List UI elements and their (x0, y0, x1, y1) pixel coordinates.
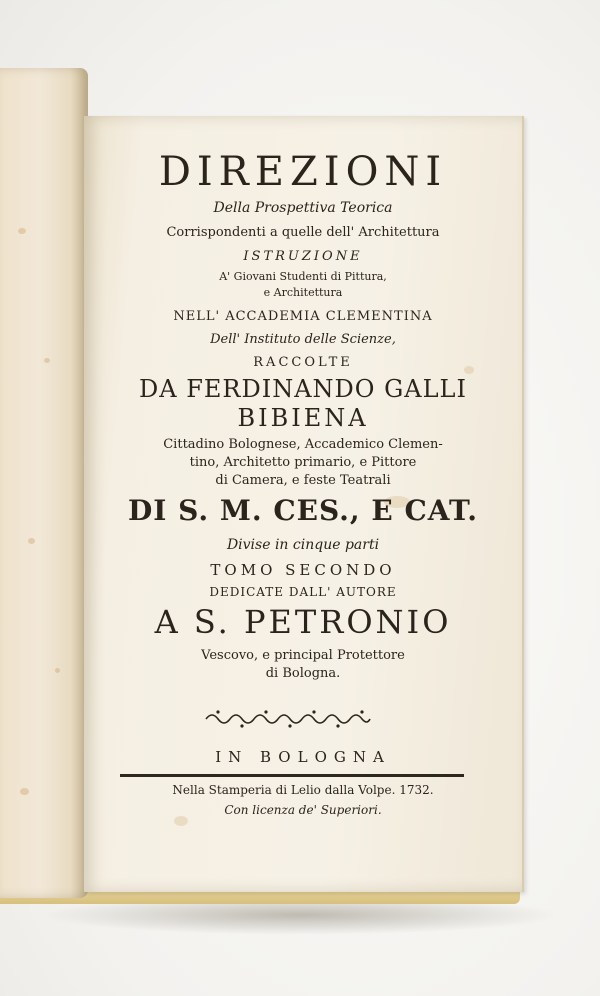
volume-line: TOMO SECONDO (210, 561, 396, 579)
imprint-printer: Nella Stamperia di Lelio dalla Volpe. 1732. (172, 783, 434, 797)
book-title: DIREZIONI (158, 149, 448, 195)
author-name: BIBIENA (237, 404, 369, 432)
dedicatee-title: di Bologna. (265, 666, 341, 681)
subtitle-line: A' Giovani Studenti di Pittura, (219, 270, 387, 283)
author-credentials: Cittadino Bolognese, Accademico Clemen- (163, 437, 443, 452)
subtitle-line: ISTRUZIONE (243, 249, 363, 264)
title-page (84, 116, 524, 892)
dedicatee-name: A S. PETRONIO (154, 603, 452, 641)
ornament-band (202, 708, 372, 730)
left-page-curl (0, 68, 88, 898)
imprint-rule (120, 774, 464, 777)
imprint-license: Con licenza de' Superiori. (224, 803, 382, 817)
parts-line: Divise in cinque parti (226, 537, 380, 553)
author-credentials: tino, Architetto primario, e Pittore (189, 455, 417, 470)
subtitle-line: Della Prospettiva Teorica (213, 200, 393, 216)
subtitle-line: Dell' Instituto delle Scienze, (210, 332, 396, 347)
dedicated-line: DEDICATE DALL' AUTORE (209, 585, 397, 599)
dedicatee-title: Vescovo, e principal Protettore (201, 648, 405, 663)
subtitle-line: RACCOLTE (253, 355, 353, 370)
author-name: DA FERDINANDO GALLI (139, 375, 467, 403)
subtitle-line: NELL' ACCADEMIA CLEMENTINA (173, 309, 433, 324)
author-credentials: di Camera, e feste Teatrali (215, 473, 391, 488)
subtitle-line: Corrispondenti a quelle dell' Architettura (166, 225, 440, 240)
dedication-line: DI S. M. CES., E CAT. (128, 494, 478, 527)
imprint-city: IN BOLOGNA (215, 748, 391, 766)
subtitle-line: e Architettura (263, 286, 343, 299)
